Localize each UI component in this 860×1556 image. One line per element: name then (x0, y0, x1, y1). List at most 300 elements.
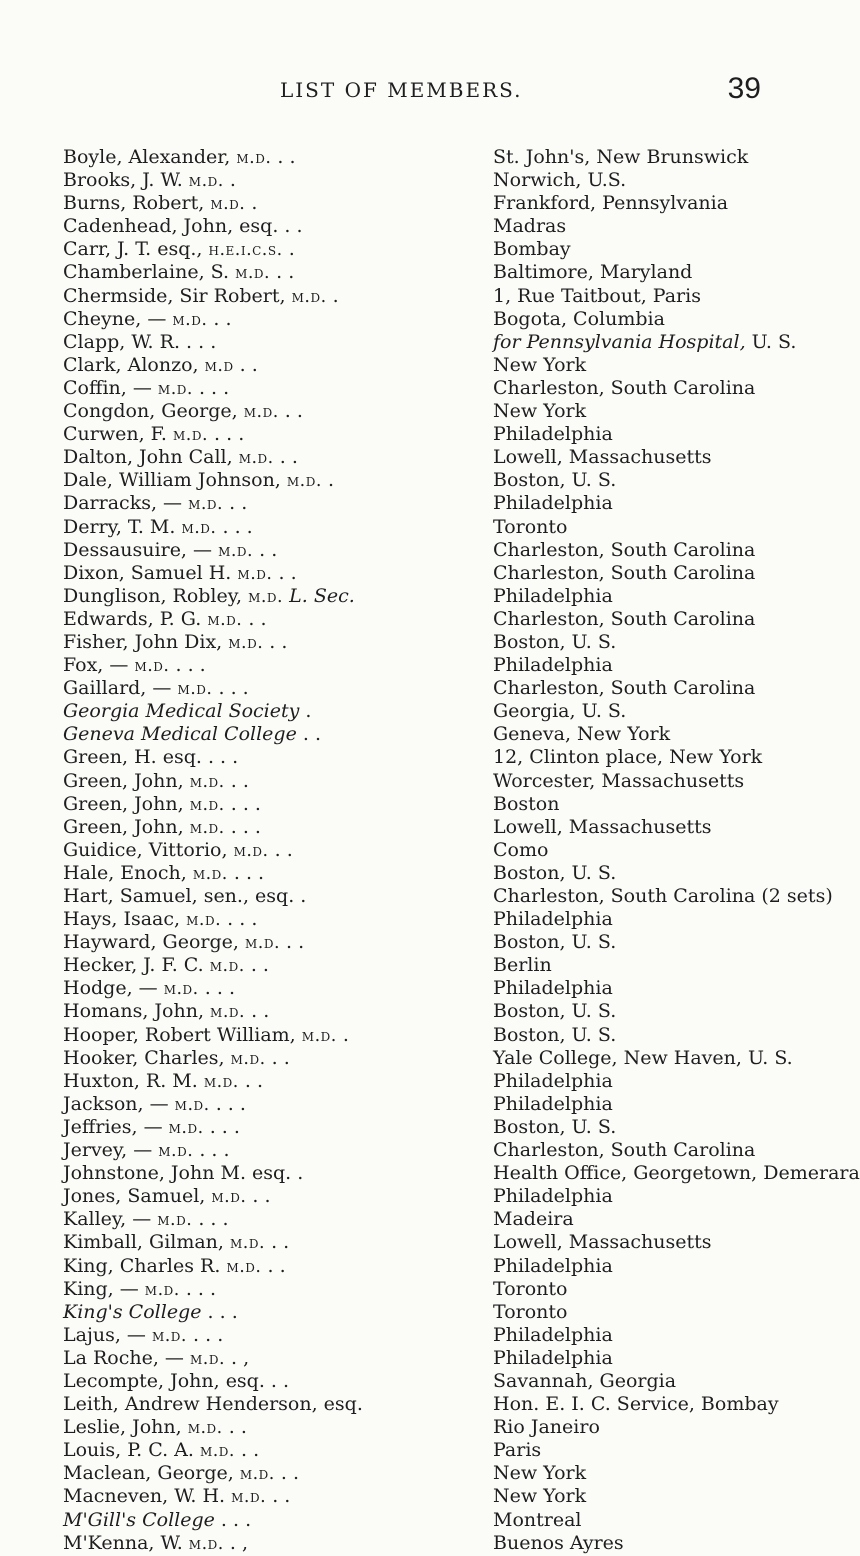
member-title: m.d. (236, 148, 272, 168)
member-row (0, 1324, 801, 1347)
leader-dots: . (268, 838, 281, 861)
member-name-text: Hooper, Robert William, (63, 1023, 296, 1046)
member-title: m.d (204, 355, 234, 376)
member-title: m.d. (291, 286, 327, 307)
member-name (63, 516, 253, 540)
location-text: Boston, U. S. (493, 931, 617, 954)
member-location (493, 492, 613, 515)
member-title: m.d. (239, 1464, 275, 1485)
member-title: m.d. (157, 378, 193, 399)
leader-dots: . (261, 1254, 274, 1277)
member-row (0, 770, 801, 793)
leader-dot: . (254, 815, 261, 838)
member-row (0, 1347, 801, 1370)
member-name-text: Derry, T. M. (63, 515, 176, 538)
member-name (63, 1208, 229, 1232)
member-title: m.d. (211, 1187, 247, 1208)
location-text: Lowell, Massachusetts (493, 1231, 712, 1254)
member-location (493, 1301, 567, 1324)
member-name-italic: Geneva Medical College (63, 723, 297, 746)
leader-dots: . (263, 630, 276, 653)
location-text: Boston, U. S. (493, 861, 617, 884)
leader-dots: . (223, 1531, 236, 1554)
leader-dots: . (264, 1369, 277, 1392)
member-location (493, 816, 712, 839)
member-name-italic: King's College (63, 1300, 202, 1323)
member-row (0, 1162, 860, 1185)
leader-dots: . (245, 1000, 258, 1023)
member-name (63, 1255, 286, 1279)
member-row (0, 1185, 801, 1208)
leader-dot: . (262, 954, 269, 977)
leader-dot: . (257, 1069, 264, 1092)
member-row (0, 400, 801, 423)
member-title: m.d. (172, 309, 208, 330)
member-name-text: Kalley, — (63, 1208, 152, 1231)
member-name (63, 492, 247, 516)
location-text: Philadelphia (493, 908, 613, 931)
member-title: m.d. (186, 910, 222, 931)
location-text: 1, Rue Taitbout, Paris (493, 284, 701, 307)
member-title: m.d. (237, 563, 273, 584)
leader-dots: . (238, 1069, 251, 1092)
member-location (493, 308, 665, 331)
member-title: m.d. (210, 194, 246, 215)
member-location (493, 1462, 586, 1485)
location-text: Boston, U. S. (493, 1000, 617, 1023)
member-location (493, 700, 626, 723)
member-name (63, 816, 261, 840)
member-name (63, 423, 244, 447)
location-text: Worcester, Massachusetts (493, 769, 745, 792)
member-row (0, 192, 801, 215)
member-location (493, 1439, 541, 1462)
location-text: Madeira (493, 1208, 574, 1231)
member-row (0, 1301, 801, 1324)
member-location (493, 1278, 567, 1301)
member-location (493, 238, 571, 261)
member-name-text: Huxton, R. M. (63, 1069, 198, 1092)
member-location (493, 354, 586, 377)
member-row (0, 1231, 801, 1254)
location-text: Boston, U. S. (493, 1115, 617, 1138)
leader-dots: . . (224, 815, 249, 838)
leader-dots: . . (169, 654, 194, 677)
member-row (0, 446, 801, 469)
member-name-text: Maclean, George, (63, 1462, 234, 1485)
member-name-text: Gaillard, — (63, 677, 172, 700)
member-name (63, 192, 257, 216)
member-name-text: King, Charles R. (63, 1254, 221, 1277)
leader-dots: . . (212, 677, 237, 700)
member-title: m.d. (189, 771, 225, 792)
member-location (493, 977, 613, 1000)
leader-dot: , (243, 1346, 250, 1369)
leader-dots: . (278, 400, 291, 423)
member-name-text: Dalton, John Call, (63, 446, 233, 469)
location-text: Philadelphia (493, 1092, 613, 1115)
member-title: m.d. (228, 632, 264, 653)
member-location (493, 169, 626, 192)
leader-dot: . (233, 1115, 240, 1138)
member-row (0, 1093, 801, 1116)
member-row (0, 1139, 801, 1162)
member-row (0, 1116, 801, 1139)
leader-dot: . (229, 169, 236, 192)
member-row (0, 977, 801, 1000)
leader-dot: . (291, 446, 298, 469)
location-text: Charleston, South Carolina (493, 538, 756, 561)
member-name (63, 169, 236, 193)
member-row (0, 585, 801, 608)
member-name-text: Boyle, Alexander, (63, 146, 231, 168)
location-text: Toronto (493, 1277, 568, 1300)
leader-dot: . (251, 908, 258, 931)
member-location (493, 1139, 755, 1162)
member-name-text: Brooks, J. W. (63, 169, 183, 192)
member-title: m.d. (226, 1256, 262, 1277)
leader-dot: . (217, 1323, 224, 1346)
location-text: Rio Janeiro (493, 1416, 600, 1439)
member-name-text: Fisher, John Dix, (63, 630, 223, 653)
location-text: Charleston, South Carolina (2 sets) (493, 885, 833, 907)
member-title: m.d. (177, 679, 213, 700)
location-text: Yale College, New Haven, U. S. (493, 1046, 793, 1069)
leader-dot: , (241, 1531, 248, 1554)
member-location (493, 331, 796, 354)
location-text: Boston (493, 792, 560, 815)
leader-dot: . (283, 1231, 290, 1254)
member-row (0, 885, 833, 908)
leader-dots: . (246, 1185, 259, 1208)
location-text: Montreal (493, 1508, 582, 1531)
location-text: Charleston, South Carolina (493, 607, 756, 630)
member-title: m.d. (243, 402, 279, 423)
member-name (63, 1139, 230, 1163)
member-name-italic: L. Sec. (283, 584, 355, 607)
member-location (493, 608, 755, 631)
member-title: h.e.i.c.s. (208, 240, 283, 261)
member-location (493, 862, 616, 885)
leader-dot: . (241, 492, 248, 515)
member-location (493, 1347, 613, 1370)
location-text: Philadelphia (493, 654, 613, 677)
member-row (0, 469, 801, 492)
member-name-text: Macneven, W. H. (63, 1485, 226, 1508)
member-row (0, 285, 801, 308)
member-row (0, 377, 801, 400)
member-row (0, 654, 801, 677)
member-name-text: Hays, Isaac, (63, 908, 181, 931)
location-text: Toronto (493, 515, 568, 538)
leader-dots: . (280, 931, 293, 954)
leader-dots: . (225, 1346, 238, 1369)
location-text: Geneva, New York (493, 723, 671, 746)
leader-dot: . (258, 861, 265, 884)
member-name (63, 1070, 263, 1094)
location-text: Lowell, Massachusetts (493, 446, 712, 469)
leader-dot: . (228, 977, 235, 1000)
member-name (63, 215, 303, 238)
member-location (493, 1185, 613, 1208)
member-title: m.d. (134, 656, 170, 677)
leader-dots: . (222, 1416, 235, 1439)
leader-dots: . (273, 446, 286, 469)
member-row (0, 1024, 801, 1047)
member-row (0, 1370, 801, 1393)
member-row (0, 261, 801, 284)
leader-dots: . (296, 723, 309, 746)
member-location (493, 1509, 582, 1532)
member-row (0, 1208, 801, 1231)
member-name (63, 562, 297, 586)
member-location (493, 261, 692, 284)
member-name-text: Hayward, George, (63, 931, 239, 954)
member-name-text: Curwen, F. (63, 423, 167, 446)
member-title: m.d. (188, 1533, 224, 1554)
member-row (0, 793, 801, 816)
leader-dot: . (289, 146, 296, 168)
member-row (0, 677, 801, 700)
location-text: Baltimore, Maryland (493, 261, 693, 284)
member-name-text: Cheyne, — (63, 307, 167, 330)
member-name-text: Chamberlaine, S. (63, 261, 230, 284)
location-text: Boston, U. S. (493, 469, 617, 492)
leader-dots: . . (193, 1139, 218, 1162)
location-text: Philadelphia (493, 977, 613, 1000)
member-name (63, 1093, 246, 1117)
member-name-text: La Roche, — (63, 1346, 184, 1369)
leader-dots: . . (216, 515, 241, 538)
location-text: Philadelphia (493, 1185, 613, 1208)
member-name-text: Fox, — (63, 654, 129, 677)
member-name (63, 238, 295, 262)
member-name (63, 1116, 240, 1140)
member-name-text: Carr, J. T. esq., (63, 238, 203, 261)
leader-dot: . (332, 284, 339, 307)
member-name-text: King, — (63, 1277, 139, 1300)
member-name-text: Coffin, — (63, 376, 152, 399)
member-location (493, 400, 586, 423)
member-name-text: Lecompte, John, esq. (63, 1369, 265, 1392)
member-location (493, 954, 552, 977)
member-row (0, 1462, 801, 1485)
leader-dots: . . (198, 977, 223, 1000)
page-header (0, 72, 801, 112)
member-location (493, 885, 833, 908)
member-title: m.d. (174, 1094, 210, 1115)
member-row (0, 562, 801, 585)
member-row (0, 215, 801, 238)
member-location (493, 539, 755, 562)
member-row (0, 723, 801, 746)
member-name (63, 608, 267, 632)
member-title: m.d. (187, 1418, 223, 1439)
leader-dot: . (251, 192, 258, 215)
member-location (493, 192, 728, 215)
leader-dot: . (223, 1139, 230, 1162)
member-location (493, 1093, 613, 1116)
member-name (63, 1324, 223, 1348)
member-name (63, 839, 293, 863)
member-location (493, 723, 670, 746)
member-row (0, 354, 801, 377)
member-row (0, 1278, 801, 1301)
location-text: Charleston, South Carolina (493, 376, 756, 399)
member-row (0, 1509, 801, 1532)
location-text: Lowell, Massachusetts (493, 815, 712, 838)
member-title: m.d. (181, 517, 217, 538)
member-location (493, 423, 613, 446)
page-number: 39 (727, 72, 761, 105)
member-title: m.d. (189, 1348, 225, 1369)
member-list (0, 146, 860, 1555)
location-text: Madras (493, 215, 567, 238)
member-row (0, 746, 801, 769)
member-location (493, 1324, 613, 1347)
member-row (0, 331, 801, 354)
leader-dots: . . (192, 1208, 217, 1231)
member-name-text: Clark, Alonzo, (63, 353, 199, 376)
location-text: New York (493, 1485, 587, 1508)
location-text: New York (493, 353, 587, 376)
location-text: Buenos Ayres (493, 1531, 624, 1554)
leader-dot: . (242, 769, 249, 792)
location-text: Charleston, South Carolina (493, 561, 756, 584)
member-row (0, 931, 801, 954)
member-name (63, 354, 258, 378)
location-text: Toronto (493, 1300, 568, 1323)
member-name-text: Clapp, W. R. (63, 330, 180, 353)
leader-dot: . (251, 353, 258, 376)
member-title: m.d. (144, 1279, 180, 1300)
member-location (493, 1416, 600, 1439)
member-row (0, 423, 801, 446)
location-text: Philadelphia (493, 1069, 613, 1092)
member-row (0, 169, 801, 192)
member-name (63, 1370, 289, 1393)
leader-dot: . (210, 1277, 217, 1300)
member-location (493, 1047, 793, 1070)
member-row (0, 1416, 801, 1439)
member-title: m.d. (158, 1141, 194, 1162)
member-name (63, 1485, 290, 1509)
member-name-italic: Georgia Medical Society (63, 700, 300, 723)
member-location (493, 654, 613, 677)
leader-dots: . . (227, 861, 252, 884)
member-name-text: Homans, John, (63, 1000, 204, 1023)
member-name (63, 146, 296, 170)
member-location (493, 585, 613, 608)
member-title: m.d. (157, 1210, 193, 1231)
member-row (0, 1439, 801, 1462)
leader-dots: . . (208, 423, 233, 446)
member-name-text: Green, John, (63, 792, 184, 815)
member-name (63, 931, 304, 955)
leader-dot: . (231, 1300, 238, 1323)
member-row (0, 908, 801, 931)
member-name (63, 1047, 290, 1071)
member-name (63, 377, 229, 401)
member-name-text: Guidice, Vittorio, (63, 838, 228, 861)
leader-dots: . . (179, 1277, 204, 1300)
member-row (0, 238, 801, 261)
member-name (63, 400, 303, 424)
member-title: m.d. (235, 263, 271, 284)
member-location (493, 1000, 616, 1023)
member-location (493, 746, 762, 769)
leader-dots: . . (209, 1092, 234, 1115)
member-title: m.d. (230, 1233, 266, 1254)
member-row (0, 1485, 801, 1508)
member-title: m.d. (203, 1071, 239, 1092)
member-location (493, 562, 755, 585)
leader-dots: . (272, 561, 285, 584)
leader-dot: . (264, 1185, 271, 1208)
leader-dot: . (314, 723, 321, 746)
member-name (63, 977, 235, 1001)
leader-dot: . (253, 1439, 260, 1462)
member-name (63, 700, 311, 723)
member-name (63, 1509, 251, 1532)
member-name (63, 1416, 247, 1440)
member-location (493, 839, 548, 862)
member-name (63, 1162, 303, 1185)
member-name (63, 1024, 349, 1048)
location-text: Norwich, U.S. (493, 169, 627, 192)
member-name-text: Cadenhead, John, esq. (63, 215, 279, 238)
member-name (63, 723, 321, 746)
leader-dots: . (224, 769, 237, 792)
member-row (0, 816, 801, 839)
member-title: m.d. (199, 1441, 235, 1462)
member-name (63, 261, 294, 285)
leader-dots: . (253, 538, 266, 561)
member-location (493, 1162, 860, 1185)
member-row (0, 954, 801, 977)
leader-dot: . (292, 1462, 300, 1485)
member-name (63, 746, 238, 769)
location-text: Philadelphia (493, 584, 613, 607)
member-name (63, 1000, 269, 1024)
leader-dots: . . (214, 1508, 240, 1531)
member-title: m.d. (218, 540, 254, 561)
member-name-text: Kimball, Gilman, (63, 1231, 224, 1254)
location-text: Savannah, Georgia (493, 1369, 677, 1392)
member-title: m.d. (210, 1002, 246, 1023)
leader-dots: . (274, 1462, 287, 1485)
member-name-text: Burns, Robert, (63, 192, 205, 215)
leader-dot: . (281, 630, 288, 653)
location-text: Philadelphia (493, 492, 613, 515)
member-title: m.d. (233, 840, 269, 861)
leader-dot: . (284, 1485, 291, 1508)
leader-dots: . . (179, 330, 205, 353)
member-name-text: Jeffries, — (63, 1115, 163, 1138)
member-row (0, 539, 801, 562)
leader-dot: . (245, 1508, 252, 1531)
member-name-text: Leslie, John, (63, 1416, 182, 1439)
leader-dot: . (223, 376, 230, 399)
leader-dot: . (283, 1369, 290, 1392)
member-location (493, 931, 616, 954)
member-name-text: Jackson, — (63, 1092, 169, 1115)
member-row (0, 1070, 801, 1093)
member-name (63, 1231, 289, 1255)
leader-dots: . . (192, 376, 218, 399)
location-text: Boston, U. S. (493, 1023, 617, 1046)
member-name-text: Dixon, Samuel H. (63, 561, 232, 584)
